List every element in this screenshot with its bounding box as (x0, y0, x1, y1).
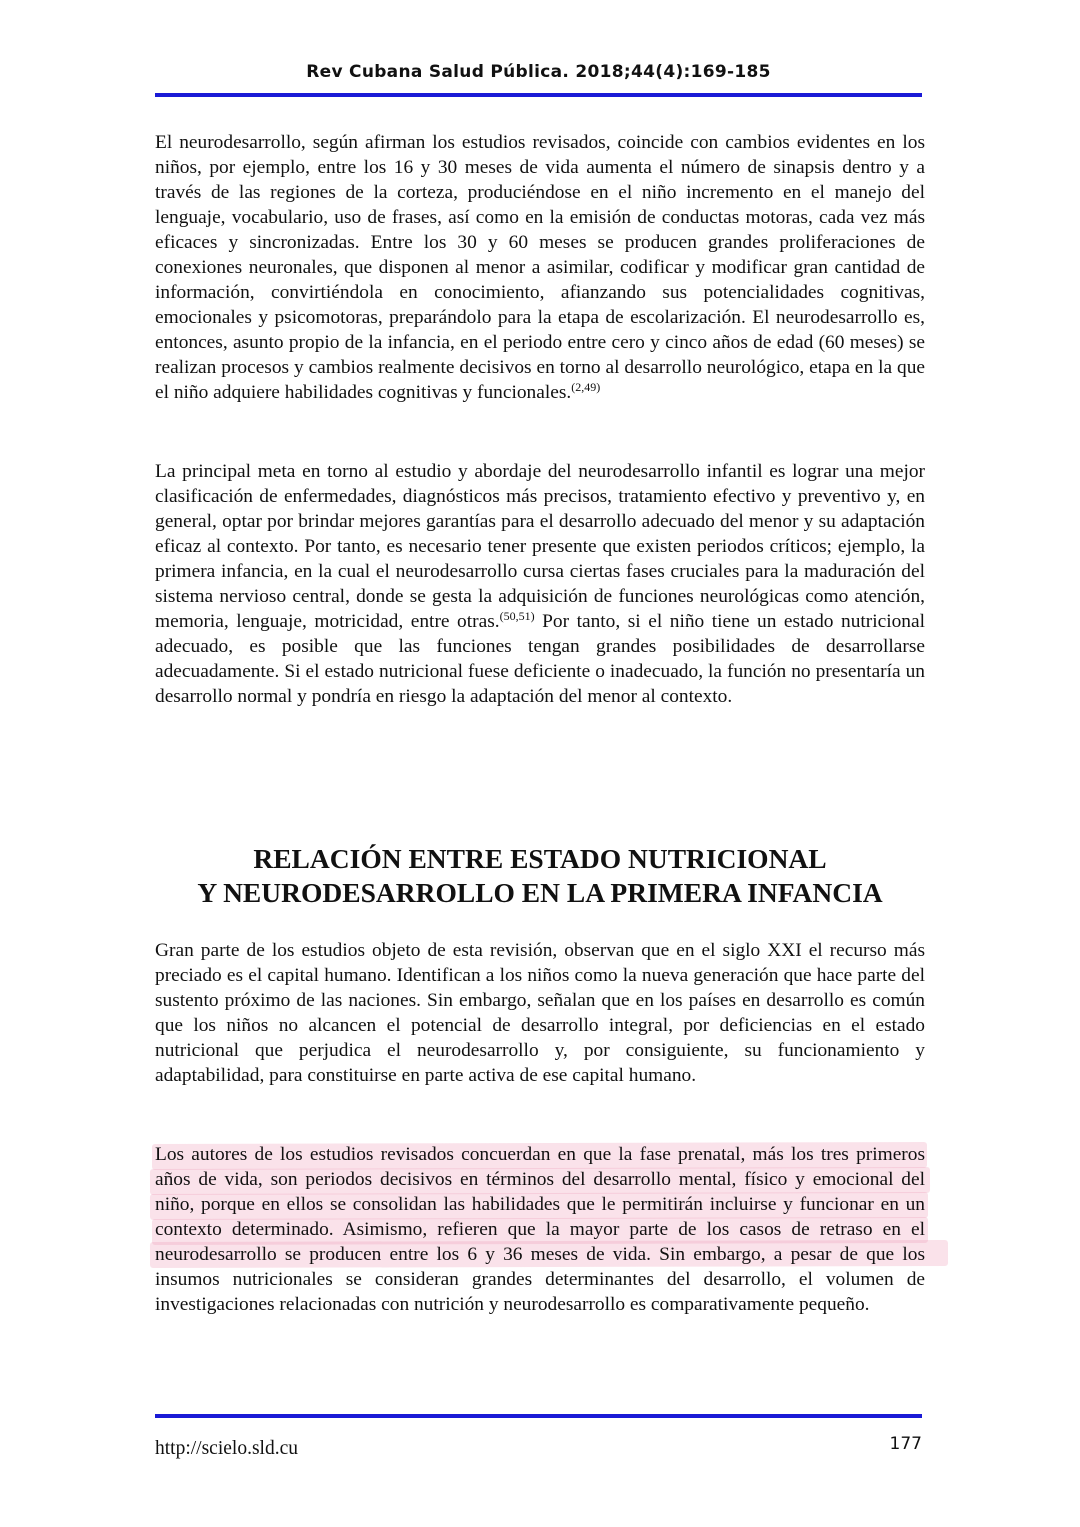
paragraph-text: Gran parte de los estudios objeto de esta revisión, observan que en el siglo XXI el recurso más preciado es el capital humano. Identifican a los niños como la nueva generación que hace parte del sustento próximo de las naciones. Sin embargo, señalan que en los países en desarrollo es común que los niños no alcancen el potencial de desarrollo integral, por deficiencias en el estado nutricional que perjudica el neurodesarrollo y, por consiguiente, su funcionamiento y adaptabilidad, para constituirse en parte activa de ese capital humano. (155, 940, 925, 1086)
page-number: 177 (889, 1434, 922, 1454)
paragraph-neurodevelopment-changes (155, 130, 925, 405)
paragraph-text: El neurodesarrollo, según afirman los estudios revisados, coincide con cambios evidentes en los niños, por ejemplo, entre los 16 y 30 meses de vida aumenta el número de sinapsis dentro y a través de las regiones de la corteza, produciéndose en el niño incremento en el manejo del lenguaje, vocabulario, uso de frases, así como en la emisión de conductas motoras, cada vez más eficaces y sincronizadas. Entre los 30 y 60 meses se producen grandes proliferaciones de conexiones neuronales, que disponen al menor a asimilar, codificar y modificar gran cantidad de información, convirtiéndola en conocimiento, afianzando sus potencialidades cognitivas, emocionales y psicomotoras, preparándolo para la etapa de escolarización. El neurodesarrollo es, entonces, asunto propio de la infancia, en el periodo entre cero y cinco años de edad (60 meses) se realizan procesos y cambios realmente decisivos en torno al desarrollo neurológico, etapa en la que el niño adquiere habilidades cognitivas y funcionales. (155, 132, 925, 403)
journal-citation-header: Rev Cubana Salud Pública. 2018;44(4):169-185 (306, 62, 771, 82)
footer-url-link[interactable]: http://scielo.sld.cu (155, 1438, 298, 1459)
citation-reference: (50,51) (499, 609, 535, 623)
citation-reference: (2,49) (571, 380, 601, 394)
section-heading-line-1: RELACIÓN ENTRE ESTADO NUTRICIONAL (253, 843, 827, 874)
header-rule (155, 93, 922, 97)
paragraph-critical-periods (155, 1142, 925, 1317)
paragraph-human-capital (155, 938, 925, 1088)
paragraph-text: La principal meta en torno al estudio y abordaje del neurodesarrollo infantil es lograr una mejor clasificación de enfermedades, diagnósticos más precisos, tratamiento efectivo y preventivo y, en general, optar por brindar mejores garantías para el desarrollo adecuado del menor y su adaptación eficaz al contexto. Por tanto, es necesario tener presente que existen periodos críticos; ejemplo, la primera infancia, en la cual el neurodesarrollo cursa ciertas fases cruciales para la maduración del sistema nervioso central, donde se gesta la adquisición de funciones neurológicas como atención, memoria, lenguaje, motricidad, entre otras. (155, 461, 925, 632)
paragraph-text: Los autores de los estudios revisados concuerdan en que la fase prenatal, más los tres primeros años de vida, son periodos decisivos en términos del desarrollo mental, físico y emocional del niño, porque en ellos se consolidan las habilidades que le permitirán incluirse y funcionar en un contexto determinado. Asimismo, refieren que la mayor parte de los casos de retraso en el neurodesarrollo se producen entre los 6 y 36 meses de vida. Sin embargo, a pesar de que los insumos nutricionales se consideran grandes determinantes del desarrollo, el volumen de investigaciones relacionadas con nutrición y neurodesarrollo es comparativamente pequeño. (155, 1144, 925, 1315)
section-heading (155, 842, 925, 910)
section-heading-line-2: Y NEURODESARROLLO EN LA PRIMERA INFANCIA (197, 877, 883, 908)
footer-rule (155, 1414, 922, 1418)
paragraph-main-goal (155, 459, 925, 709)
paragraph-text-continued: Por tanto, si el niño tiene un estado nutricional adecuado, es posible que las funciones tengan grandes posibilidades de desarrollarse adecuadamente. Si el estado nutricional fuese deficiente o inadecuado, la función no presentaría un desarrollo normal y pondría en riesgo la adaptación del menor al contexto. (155, 611, 925, 707)
